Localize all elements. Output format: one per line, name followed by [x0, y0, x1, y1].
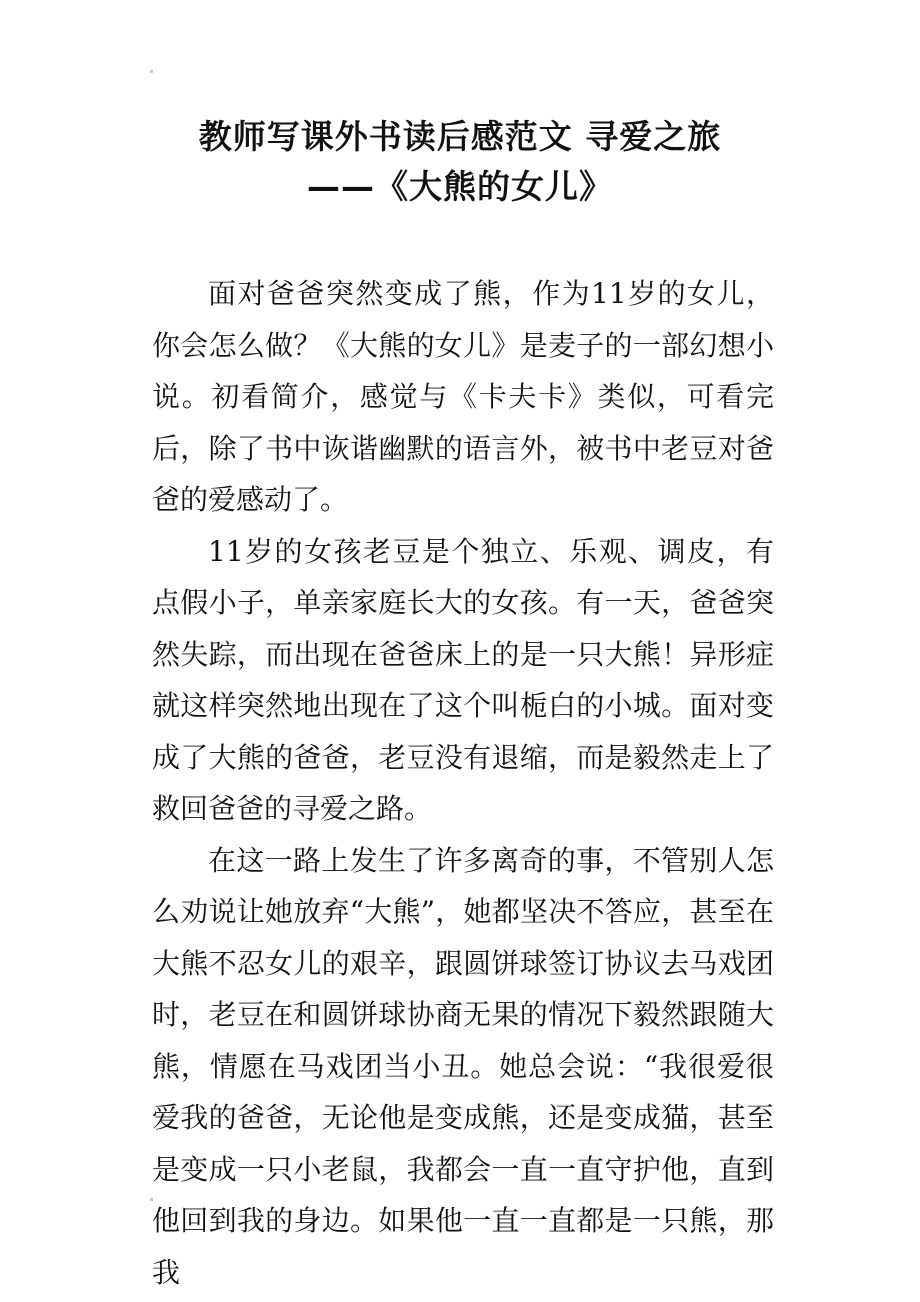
paragraph-1: 面对爸爸突然变成了熊，作为11岁的女儿，你会怎么做？《大熊的女儿》是麦子的一部幻想小说。初看简介，感觉与《卡夫卡》类似，可看完后，除了书中诙谐幽默的语言外，被书中老豆对爸爸的爱感动了。: [152, 277, 774, 516]
paragraph-2: 11岁的女孩老豆是个独立、乐观、调皮，有点假小子，单亲家庭长大的女孩。有一天，爸爸突然失踪，而出现在爸爸床上的是一只大熊！异形症就这样突然地出现在了这个叫栀白的小城。面对变成了大熊的爸爸，老豆没有退缩，而是毅然走上了救回爸爸的寻爱之路。: [152, 534, 774, 825]
document-body: [152, 268, 774, 1298]
paragraph-3: 在这一路上发生了许多离奇的事，不管别人怎么劝说让她放弃“大熊”，她都坚决不答应，甚至在大熊不忍女儿的艰辛，跟圆饼球签订协议去马戏团时，老豆在和圆饼球协商无果的情况下毅然跟随大熊，情愿在马戏团当小丑。她总会说：“我很爱很爱我的爸爸，无论他是变成熊，还是变成猫，甚至是变成一只小老鼠，我都会一直一直守护他，直到他回到我的身边。如果他一直一直都是一只熊，那我: [152, 843, 774, 1289]
scan-mark: [150, 70, 153, 73]
title-line-1: 教师写课外书读后感范文 寻爱之旅: [198, 117, 722, 156]
document-title: [0, 112, 920, 212]
title-line-2: ——《大熊的女儿》: [307, 167, 613, 206]
